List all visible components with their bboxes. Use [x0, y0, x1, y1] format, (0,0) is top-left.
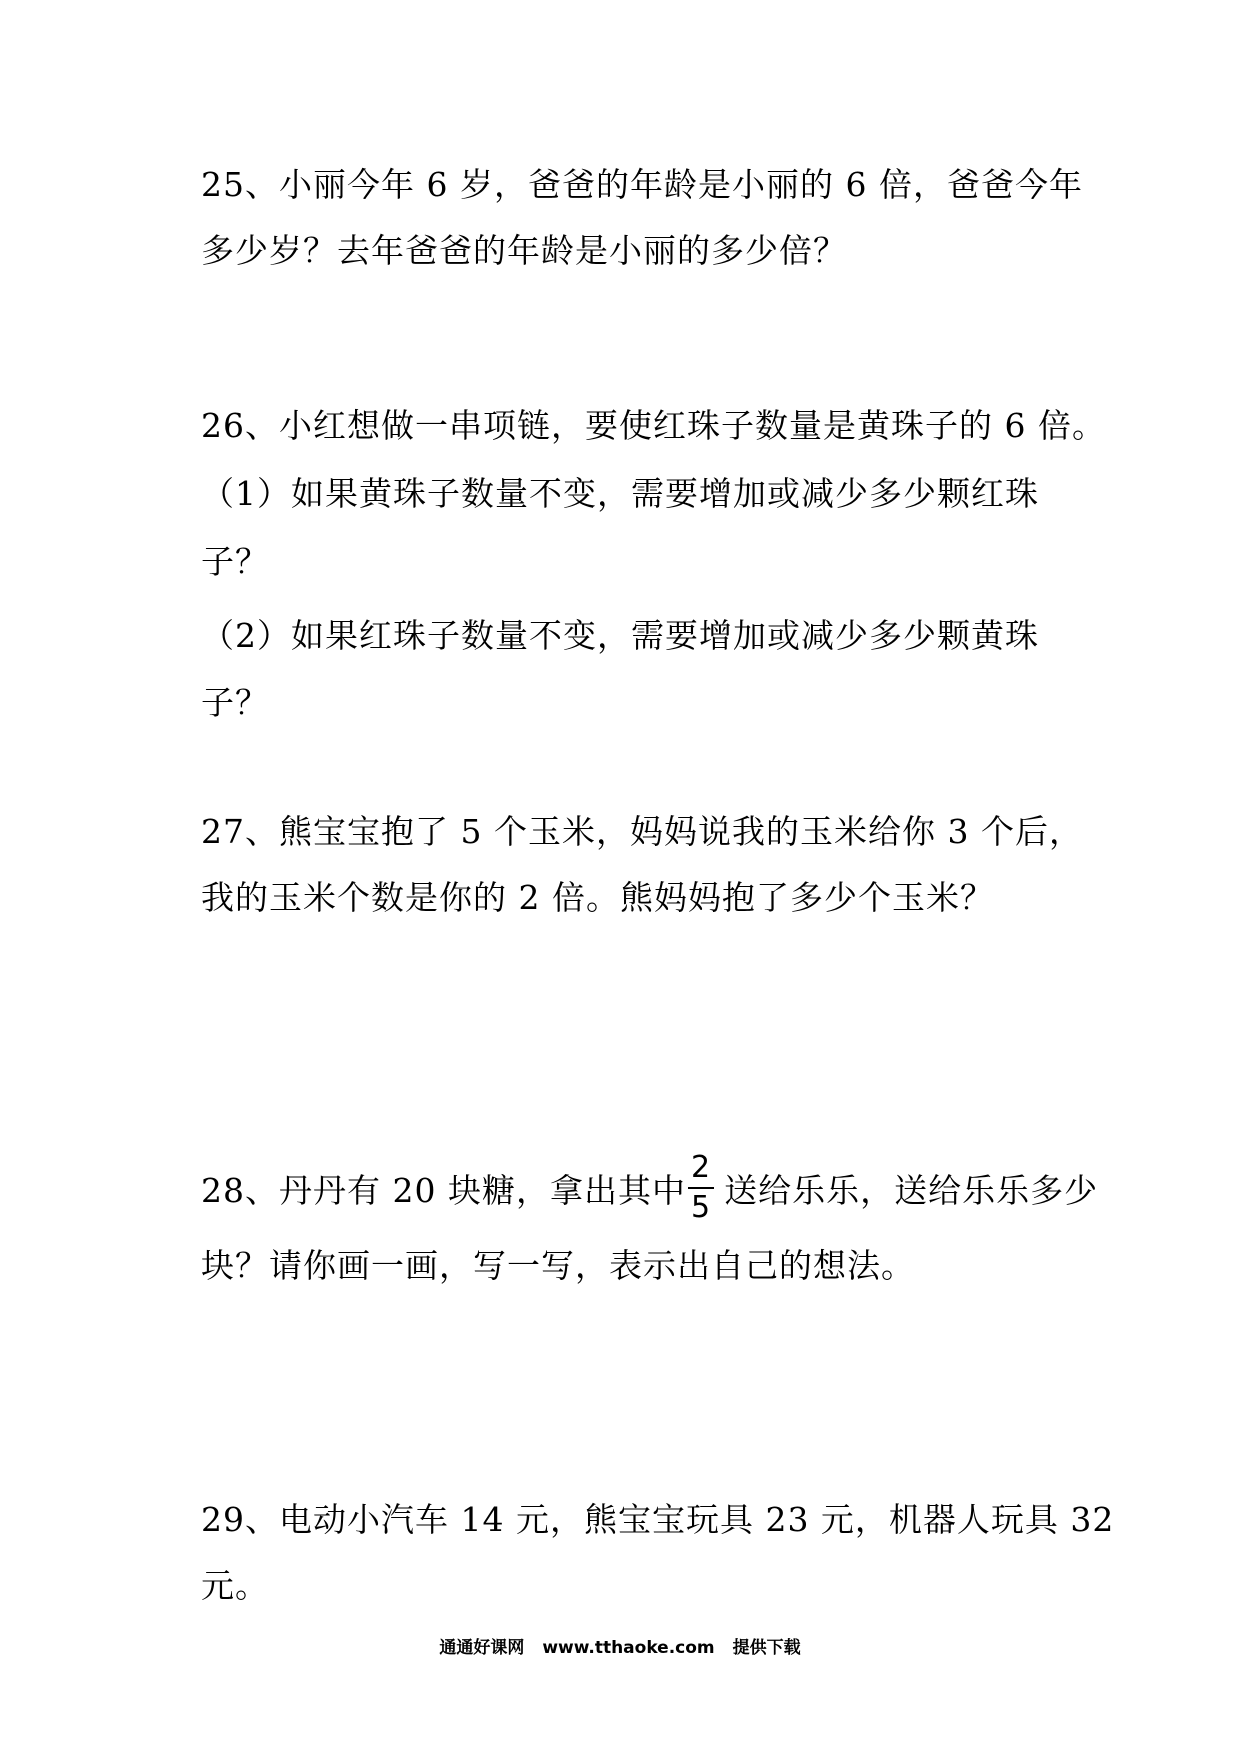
question-26-line-1: 26、小红想做一串项链，要使红珠子数量是黄珠子的 6 倍。 [201, 406, 1106, 445]
footer-url: www.tthaoke.com [542, 1638, 715, 1658]
question-29-line-2: 元。 [201, 1566, 269, 1605]
question-25-line-1: 25、小丽今年 6 岁，爸爸的年龄是小丽的 6 倍，爸爸今年 [201, 165, 1083, 204]
question-26-part-2-line-2: 子？ [201, 683, 269, 722]
question-28-text-before-fraction: 28、丹丹有 20 块糖，拿出其中 [201, 1170, 686, 1210]
question-26-part-2-line-1: （2）如果红珠子数量不变，需要增加或减少多少颗黄珠 [201, 616, 1039, 655]
question-27-line-2: 我的玉米个数是你的 2 倍。熊妈妈抱了多少个玉米？ [201, 878, 994, 917]
question-28-line-1 [201, 1138, 1098, 1238]
question-25-line-2: 多少岁？去年爸爸的年龄是小丽的多少倍？ [201, 231, 847, 270]
footer-suffix: 提供下载 [732, 1638, 801, 1658]
question-29-line-1: 29、电动小汽车 14 元，熊宝宝玩具 23 元，机器人玩具 32 [201, 1500, 1115, 1539]
question-26-part-1-line-1: （1）如果黄珠子数量不变，需要增加或减少多少颗红珠 [201, 474, 1039, 513]
page-footer [0, 1636, 1240, 1660]
question-28-text-after-fraction: 送给乐乐，送给乐乐多少 [724, 1170, 1099, 1210]
footer-site-name: 通通好课网 [439, 1638, 525, 1658]
question-27-line-1: 27、熊宝宝抱了 5 个玉米，妈妈说我的玉米给你 3 个后， [201, 812, 1083, 851]
fraction-denominator: 5 [690, 1190, 712, 1225]
fraction-two-fifths [688, 1151, 714, 1225]
fraction-numerator: 2 [688, 1151, 714, 1189]
question-26-part-1-line-2: 子？ [201, 542, 269, 581]
question-28-line-2: 块？请你画一画，写一写，表示出自己的想法。 [201, 1246, 915, 1285]
